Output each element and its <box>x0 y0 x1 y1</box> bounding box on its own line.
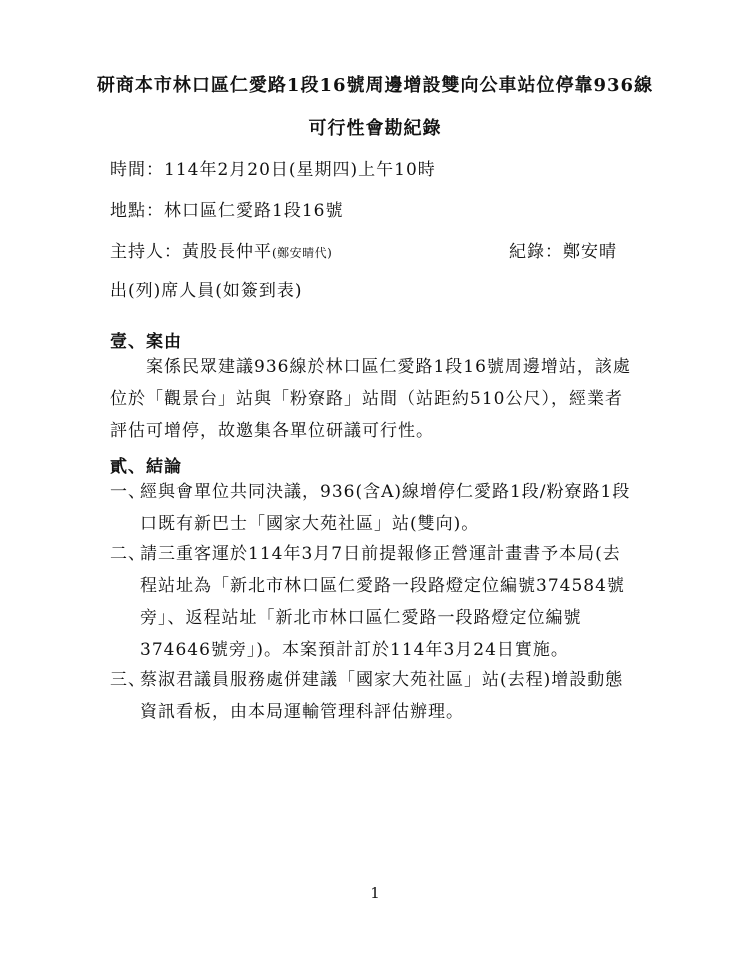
conclusion-item-line: 資訊看板，由本局運輸管理科評估辦理。 <box>140 702 464 722</box>
conclusion-item-line: 經與會單位共同決議，936(含A)線增停仁愛路1段/粉寮路1段 <box>140 482 631 502</box>
document-title-line-1: 研商本市林口區仁愛路1段16號周邊增設雙向公車站位停靠936線 <box>96 75 654 96</box>
conclusion-item-line: 口既有新巴士「國家大苑社區」站(雙向)。 <box>140 514 480 534</box>
conclusion-item-body <box>140 476 630 540</box>
conclusion-item-2 <box>110 538 630 668</box>
conclusion-item-line: 請三重客運於114年3月7日前提報修正營運計畫書予本局(去 <box>140 544 621 564</box>
conclusion-item-line: 蔡淑君議員服務處併建議「國家大苑社區」站(去程)增設動態 <box>140 670 624 690</box>
conclusion-item-line: 程站址為「新北市林口區仁愛路一段路燈定位編號374584號 <box>140 576 625 596</box>
host-name: 主持人：黃股長仲平 <box>110 242 272 262</box>
meeting-location: 地點：林口區仁愛路1段16號 <box>110 201 344 221</box>
conclusion-item-line: 374646號旁」)。本案預計訂於114年3月24日實施。 <box>140 640 569 660</box>
meeting-attendees: 出(列)席人員(如簽到表) <box>110 281 303 301</box>
conclusion-item-number: 二、 <box>110 544 146 564</box>
section-1-line: 案係民眾建議936線於林口區仁愛路1段16號周邊增站，該處 <box>110 357 631 377</box>
host-proxy: (鄭安晴代) <box>272 246 333 260</box>
conclusion-item-number: 一、 <box>110 482 146 502</box>
conclusion-item-number: 三、 <box>110 670 146 690</box>
document-title-line-2: 可行性會勘紀錄 <box>308 118 442 139</box>
conclusion-item-body <box>140 664 623 728</box>
conclusion-item-line: 旁」、返程站址「新北市林口區仁愛路一段路燈定位編號 <box>140 608 582 628</box>
meeting-recorder: 紀錄：鄭安晴 <box>509 242 617 262</box>
section-1-body <box>110 351 630 447</box>
page-number: 1 <box>370 884 380 902</box>
section-1-heading: 壹、案由 <box>110 332 182 352</box>
conclusion-item-3 <box>110 664 630 734</box>
meeting-time: 時間：114年2月20日(星期四)上午10時 <box>110 160 436 180</box>
section-1-line: 位於「觀景台」站與「粉寮路」站間（站距約510公尺），經業者 <box>110 389 623 409</box>
section-2-heading: 貳、結論 <box>110 457 182 477</box>
conclusion-item-1 <box>110 476 630 546</box>
meeting-host <box>110 237 332 262</box>
conclusion-item-body <box>140 538 625 666</box>
section-1-line: 評估可增停，故邀集各單位研議可行性。 <box>110 421 434 441</box>
